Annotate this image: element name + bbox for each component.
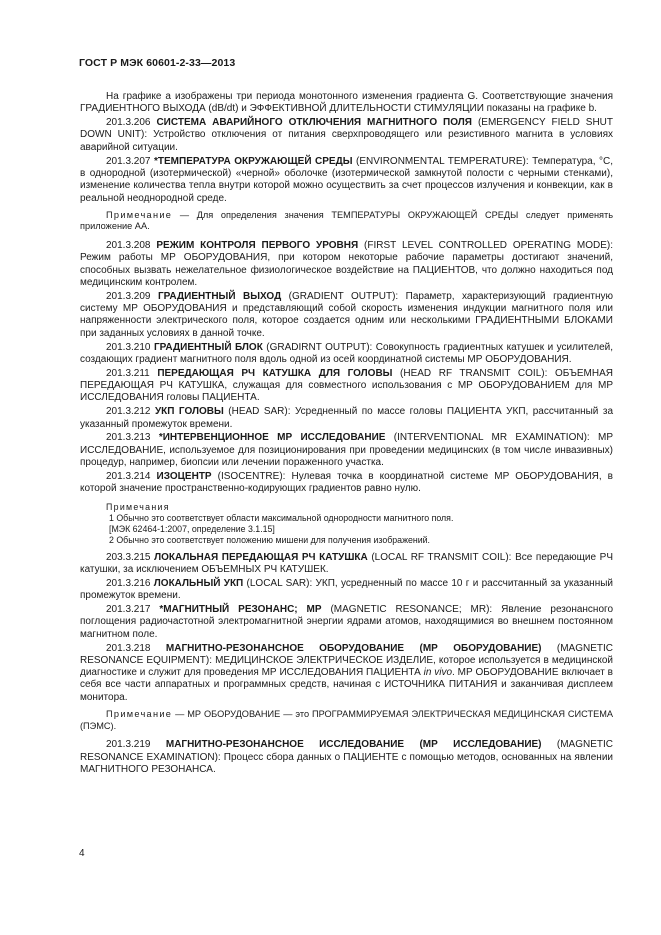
note-label: Примечание [106, 209, 173, 220]
definition-text: (MAGNETIC RESONANCE EXAMINATION): Процесс сбора данных о ПАЦИЕНТЕ с помощью методов, основанных на явлении МАГНИТНОГО РЕЗОНАНСА. [80, 739, 613, 775]
definition-text: (GRADIENT OUTPUT): Параметр, характеризующий градиентную систему МР ОБОРУДОВАНИЯ и представляющий собой скорость изменения индукции магнитного поля или напряженности электрического поля, которое создается одним или несколькими ГРАДИЕНТНЫМИ БЛОКАМИ при заданных условиях в данной точке. [80, 290, 613, 339]
notes-label: Примечания [106, 501, 170, 512]
term: ИЗОЦЕНТР [156, 470, 212, 482]
clause-number: 201.3.209 [106, 290, 158, 302]
definition-201-3-206 [80, 117, 613, 154]
clause-number: 201.3.212 [106, 406, 155, 418]
definition-text: (MAGNETIC RESONANCE; MR): Явление резонансного поглощения радиочастотной электромагнитной энергии ядрами атомов, находящимися во внешнем постоянном магнитном поле. [80, 604, 614, 640]
clause-number: 201.3.218 [106, 642, 166, 654]
clause-number: 201.3.211 [106, 367, 158, 379]
clause-number: 201.3.214 [106, 470, 157, 482]
definition-201-3-208 [80, 240, 613, 289]
clause-number: 201.3.216 [106, 577, 154, 589]
notes-isocentre [106, 502, 613, 546]
term: ПЕРЕДАЮЩАЯ РЧ КАТУШКА ДЛЯ ГОЛОВЫ [157, 367, 393, 379]
note-text: — Для определения значения ТЕМПЕРАТУРЫ ОКРУЖАЮЩЕЙ СРЕДЫ следует применять приложение АА. [80, 209, 613, 232]
definition-203-3-215 [80, 552, 613, 577]
note-label: Примечание [106, 709, 173, 720]
definition-text: (GRADIRNT OUTPUT): Совокупность градиентных катушек и усилителей, создающих градиент магнитного поля вдоль одной из осей координатной системы МР ОБОРУДОВАНИЯ. [80, 341, 614, 365]
clause-number: 201.3.207 [106, 155, 155, 167]
term: МАГНИТНО-РЕЗОНАНСНОЕ ИССЛЕДОВАНИЕ (МР ИССЛЕДОВАНИЕ) [165, 739, 542, 751]
clause-number: 201.3.217 [106, 604, 160, 616]
definition-201-3-210 [80, 342, 613, 367]
term: ГРАДИЕНТНЫЙ БЛОК [153, 341, 263, 353]
clause-number: 201.3.210 [106, 341, 154, 353]
clause-number: 201.3.206 [106, 117, 157, 129]
term: УКП ГОЛОВЫ [154, 406, 224, 418]
note-reference: [МЭК 62464-1:2007, определение 3.1.15] [109, 524, 275, 535]
definition-201-3-218 [80, 643, 613, 704]
definition-201-3-209 [80, 291, 613, 340]
document-body [80, 91, 613, 778]
italic-term: in vivo [423, 667, 453, 679]
definition-201-3-214 [80, 471, 613, 496]
definition-text: (HEAD RF TRANSMIT COIL): ОБЪЕМНАЯ ПЕРЕДАЮЩАЯ РЧ КАТУШКА, служащая для совместного использования с МР ОБОРУДОВАНИЕМ для МР ИССЛЕДОВАНИЯ головы ПАЦИЕНТА. [80, 367, 613, 404]
note-mr-equipment [80, 709, 613, 732]
term: МАГНИТНО-РЕЗОНАНСНОЕ ОБОРУДОВАНИЕ (МР ОБОРУДОВАНИЕ) [165, 642, 542, 654]
definition-text-cont: . МР ОБОРУДОВАНИЕ включает в себя все части аппаратных и программных средств, начиная с ИСТОЧНИКА ПИТАНИЯ и заканчивая дисплеем монитора. [80, 667, 613, 703]
definition-text: (FIRST LEVEL CONTROLLED OPERATING MODE): Режим работы МР ОБОРУДОВАНИЯ, при котором некоторые рабочие параметры достигают значений, способных вызвать нежелательное физиологическое воздействие на ПАЦИЕНТОВ, что должно находиться под медицинским контролем. [80, 240, 613, 288]
clause-number: 201.3.219 [106, 739, 166, 751]
definition-201-3-217 [80, 604, 613, 641]
term: *ТЕМПЕРАТУРА ОКРУЖАЮЩЕЙ СРЕДЫ [154, 155, 353, 167]
definition-201-3-207 [80, 156, 613, 205]
note-ambient-temperature [80, 210, 613, 233]
definition-201-3-212 [80, 406, 613, 431]
clause-number: 201.3.213 [106, 432, 159, 444]
term: СИСТЕМА АВАРИЙНОГО ОТКЛЮЧЕНИЯ МАГНИТНОГО ПОЛЯ [156, 117, 472, 129]
term: *ИНТЕРВЕНЦИОННОЕ МР ИССЛЕДОВАНИЕ [158, 432, 386, 444]
definition-text: (EMERGENCY FIELD SHUT DOWN UNIT): Устройство отключения от питания сверхпроводящего или резистивного магнита в условиях аварийной ситуации. [80, 117, 614, 153]
definition-201-3-216 [80, 578, 613, 603]
definition-text: (LOCAL RF TRANSMIT COIL): Все передающие РЧ катушки, за исключением ОБЪЕМНЫХ РЧ КАТУШЕК. [80, 551, 614, 576]
note-line-2: 2 Обычно это соответствует положению мишени для получения изображений. [109, 534, 430, 545]
note-line-1: 1 Обычно это соответствует области максимальной однородности магнитного поля. [109, 513, 454, 524]
definition-text: (MAGNETIC RESONANCE EQUIPMENT): МЕДИЦИНСКОЕ ЭЛЕКТРИЧЕСКОЕ ИЗДЕЛИЕ, которое используется в медицинской диагностике и служит для проведения МР ИССЛЕДОВАНИЯ ПАЦИЕНТА [80, 642, 613, 679]
clause-number: 203.3.215 [106, 551, 155, 563]
term: ЛОКАЛЬНЫЙ УКП [153, 577, 244, 589]
definition-text: (HEAD SAR): Усредненный по массе головы ПАЦИЕНТА УКП, рассчитанный за указанный промежуток времени. [80, 406, 614, 430]
definition-text: (ENVIRONMENTAL TEMPERATURE): Температура, °C, в однородной (изотермической) «черной» оболочке (изотермической замкнутой полости с черными стенками), изменение количества тепла внутри которой можно осуществить за счет процессов излучения и конвекции, как в реальной неоднородной среде. [80, 155, 614, 204]
definition-201-3-219 [80, 739, 613, 776]
document-header: ГОСТ Р МЭК 60601-2-33—2013 [79, 57, 236, 69]
definition-text: (INTERVENTIONAL MR EXAMINATION): МР ИССЛЕДОВАНИЕ, используемое для позиционирования при проведении медицинских (в том числе инвазивных) процедур, например, биопсии или лечении пораженного участка. [80, 432, 614, 469]
definition-text: (LOCAL SAR): УКП, усредненный по массе 10 г и рассчитанный за указанный промежуток времени. [80, 577, 613, 602]
intro-paragraph: На графике a изображены три периода монотонного изменения градиента G. Соответствующие значения ГРАДИЕНТНОГО ВЫХОДА (dB/dt) и ЭФФЕКТИВНОЙ ДЛИТЕЛЬНОСТИ СТИМУЛЯЦИИ показаны на графике b. [80, 91, 613, 115]
definition-text: (ISOCENTRE): Нулевая точка в координатной системе МР ОБОРУДОВАНИЯ, в которой значение пространственно-кодирующих градиентов равно нулю. [80, 470, 613, 495]
term: ЛОКАЛЬНАЯ ПЕРЕДАЮЩАЯ РЧ КАТУШКА [154, 551, 368, 563]
note-text: — МР ОБОРУДОВАНИЕ — это ПРОГРАММИРУЕМАЯ ЭЛЕКТРИЧЕСКАЯ МЕДИЦИНСКАЯ СИСТЕМА (ПЭМС). [80, 709, 613, 731]
clause-number: 201.3.208 [106, 240, 157, 252]
term: ГРАДИЕНТНЫЙ ВЫХОД [157, 290, 282, 302]
term: *МАГНИТНЫЙ РЕЗОНАНС; МР [159, 604, 322, 616]
page-number: 4 [79, 848, 85, 859]
definition-201-3-213 [80, 432, 613, 469]
term: РЕЖИМ КОНТРОЛЯ ПЕРВОГО УРОВНЯ [156, 240, 359, 252]
definition-201-3-211 [80, 368, 613, 405]
